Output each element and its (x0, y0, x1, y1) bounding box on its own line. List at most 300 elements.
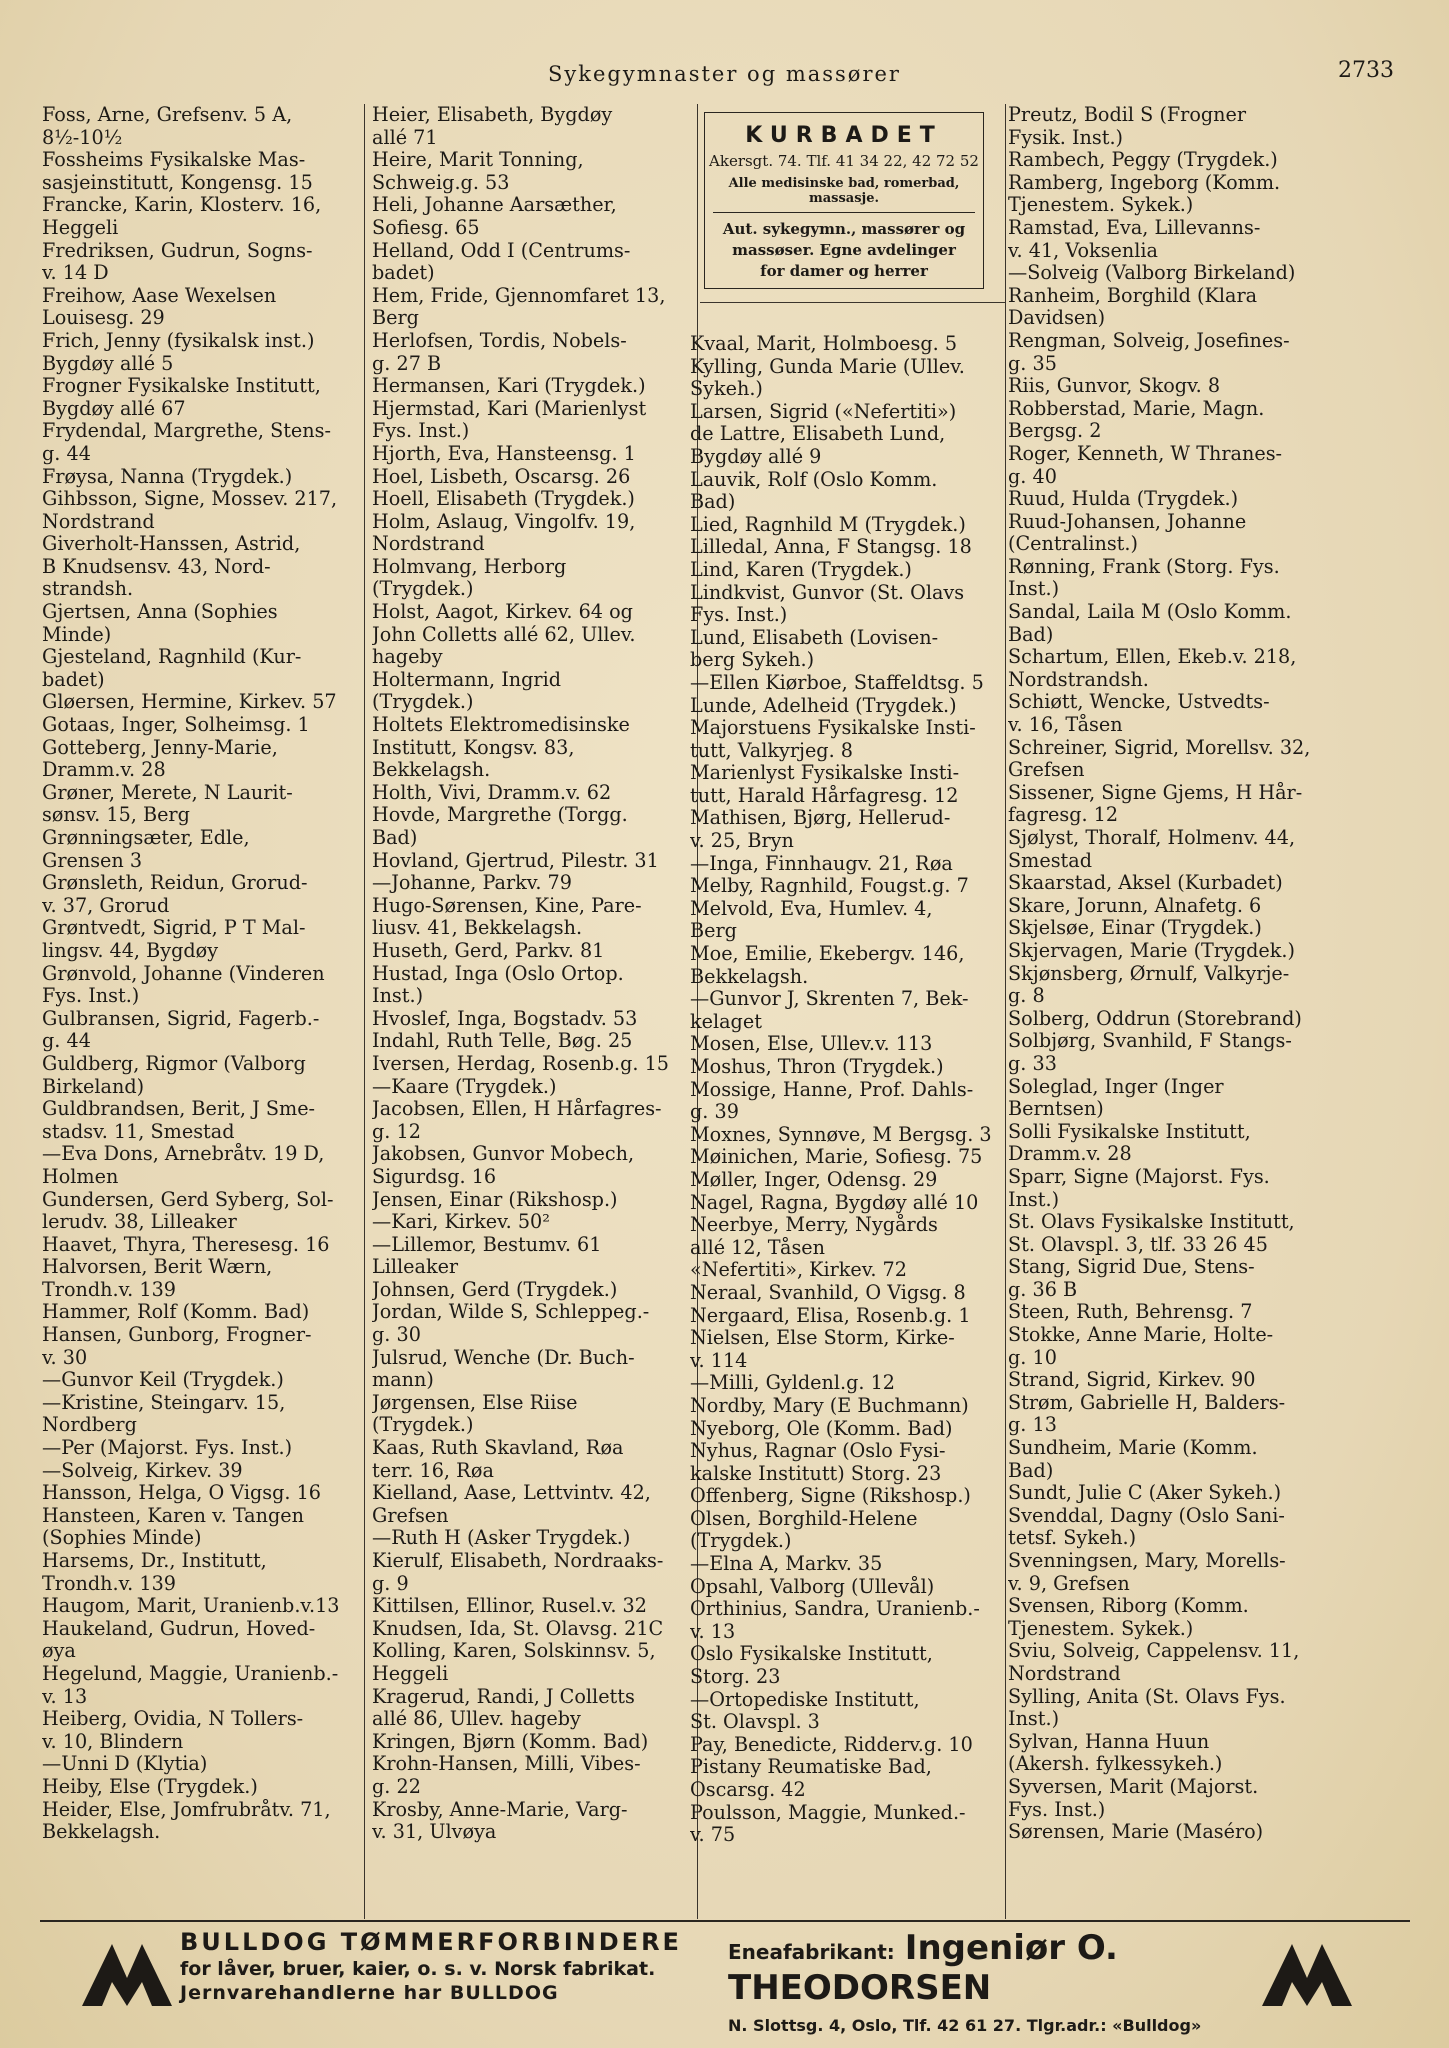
directory-line: badet) (372, 262, 435, 285)
directory-line: —Gunvor Keil (Trygdek.) (42, 1369, 284, 1392)
banner-manufacturer-name: Ingeniør O. THEODORSEN (728, 1928, 1118, 2008)
directory-line: Grefsen (1008, 759, 1085, 782)
directory-line: Herlofsen, Tordis, Nobels- (372, 329, 627, 352)
directory-line: Ruud-Johansen, Johanne (1008, 510, 1247, 533)
directory-line: berg Sykeh.) (690, 649, 815, 672)
directory-line: Oslo Fysikalske Institutt, (690, 1643, 933, 1666)
directory-line: v. 13 (690, 1620, 736, 1643)
directory-line: Rambech, Peggy (Trygdek.) (1008, 149, 1278, 172)
directory-line: Fys. Inst.) (690, 604, 788, 627)
directory-line: —Ruth H (Asker Trygdek.) (372, 1527, 631, 1550)
directory-line: Storg. 23 (690, 1666, 781, 1689)
directory-line: g. 35 (1008, 352, 1057, 375)
page-title: Sykegymnaster og massører (548, 62, 901, 86)
directory-line: Skjønsberg, Ørnulf, Valkyrje- (1008, 962, 1290, 985)
directory-line: —Elna A, Markv. 35 (690, 1553, 883, 1576)
directory-line: Heider, Else, Jomfrubråtv. 71, (42, 1798, 331, 1821)
directory-line: mann) (372, 1369, 434, 1392)
directory-line: Robberstad, Marie, Magn. (1008, 397, 1265, 420)
listing-column-4 (1008, 104, 1324, 1844)
directory-line: Minde) (42, 623, 112, 646)
directory-line: —Solveig, Kirkev. 39 (42, 1459, 243, 1482)
directory-line: sønsv. 15, Berg (42, 804, 190, 827)
directory-line: Poulsson, Maggie, Munked.- (690, 1801, 966, 1824)
directory-line: Solbjørg, Svanhild, F Stangs- (1008, 1030, 1292, 1053)
directory-line: v. 75 (690, 1824, 736, 1847)
directory-line: g. 44 (42, 1030, 91, 1053)
directory-line: Melby, Ragnhild, Fougst.g. 7 (690, 875, 969, 898)
directory-line: Inst.) (1008, 1708, 1060, 1731)
directory-line: Jørgensen, Else Riise (372, 1391, 578, 1414)
directory-line: Nordby, Mary (E Buchmann) (690, 1394, 969, 1417)
bulldog-logo-right-icon (1262, 1938, 1352, 2008)
directory-line: Larsen, Sigrid («Nefertiti») (690, 400, 957, 423)
directory-line: Holth, Vivi, Dramm.v. 62 (372, 781, 612, 804)
directory-line: Institutt, Kongsv. 83, (372, 736, 575, 759)
directory-line: Lilleaker (372, 1256, 459, 1279)
directory-line: Svenddal, Dagny (Oslo Sani- (1008, 1504, 1285, 1527)
directory-line: Birkeland) (42, 1075, 145, 1098)
directory-line: Hegelund, Maggie, Uranienb.- (42, 1662, 339, 1685)
directory-line: Hoel, Lisbeth, Oscarsg. 26 (372, 465, 631, 488)
directory-line: Svensen, Riborg (Komm. (1008, 1595, 1249, 1618)
directory-line: terr. 16, Røa (372, 1459, 494, 1482)
directory-line: Rengman, Solveig, Josefines- (1008, 329, 1290, 352)
directory-line: —Unni D (Klytia) (42, 1753, 208, 1776)
directory-line: —Milli, Gyldenl.g. 12 (690, 1372, 896, 1395)
directory-line: Haavet, Thyra, Theresesg. 16 (42, 1233, 330, 1256)
directory-line: Lind, Karen (Trygdek.) (690, 558, 912, 581)
ad-divider (713, 212, 975, 213)
directory-line: Sjølyst, Thoralf, Holmenv. 44, (1008, 827, 1296, 849)
directory-line: Solberg, Oddrun (Storebrand) (1008, 1007, 1302, 1030)
directory-line: allé 71 (372, 126, 438, 149)
directory-line: de Lattre, Elisabeth Lund, (690, 423, 946, 446)
directory-line: Hovland, Gjertrud, Pilestr. 31 (372, 849, 659, 872)
banner-address: N. Slottsg. 4, Oslo, Tlf. 42 61 27. Tlgr.adr.: «Bulldog» (728, 2016, 1202, 2035)
directory-line: John Colletts allé 62, Ullev. (372, 623, 636, 646)
directory-line: Holm, Aslaug, Vingolfv. 19, (372, 510, 636, 533)
directory-line: Mosen, Else, Ullev.v. 113 (690, 1033, 933, 1056)
column-divider (364, 104, 365, 1919)
directory-line: sasjeinstitutt, Kongensg. 15 (42, 171, 313, 194)
directory-line: Moshus, Thron (Trygdek.) (690, 1056, 944, 1078)
directory-line: Kringen, Bjørn (Komm. Bad) (372, 1730, 649, 1753)
banner-manufacturer-label: Eneafabrikant: (728, 1940, 895, 1964)
directory-line: v. 37, Grorud (42, 894, 170, 917)
directory-line: tetsf. Sykeh.) (1008, 1527, 1137, 1550)
directory-line: Bygdøy allé 9 (690, 445, 822, 468)
directory-line: allé 86, Ullev. hageby (372, 1708, 581, 1731)
directory-line: Jordan, Wilde S, Schleppeg.- (372, 1301, 650, 1324)
directory-line: —Johanne, Parkv. 79 (372, 872, 572, 895)
directory-line: Inst.) (1008, 1188, 1060, 1211)
directory-line: Moe, Emilie, Ekebergv. 146, (690, 943, 965, 966)
directory-line: Gundersen, Gerd Syberg, Sol- (42, 1188, 334, 1211)
directory-line: Marienlyst Fysikalske Insti- (690, 762, 960, 785)
directory-line: v. 25, Bryn (690, 830, 794, 853)
directory-line: Moxnes, Synnøve, M Bergsg. 3 (690, 1123, 992, 1146)
directory-line: Frydendal, Margrethe, Stens- (42, 420, 331, 443)
directory-line: Julsrud, Wenche (Dr. Buch- (372, 1346, 635, 1369)
directory-line: v. 41, Voksenlia (1008, 239, 1158, 262)
directory-line: g. 39 (690, 1101, 739, 1124)
directory-line: Lied, Ragnhild M (Trygdek.) (690, 513, 966, 536)
directory-line: —Solveig (Valborg Birkeland) (1008, 262, 1296, 285)
directory-line: Tjenestem. Sykek.) (1008, 194, 1194, 217)
directory-line: Krosby, Anne-Marie, Varg- (372, 1798, 628, 1821)
directory-line: Gotteberg, Jenny-Marie, (42, 736, 278, 759)
directory-line: hageby (372, 646, 443, 669)
directory-line: (Sophies Minde) (42, 1527, 202, 1550)
directory-line: Møinichen, Marie, Sofiesg. 75 (690, 1146, 983, 1169)
directory-line: Gotaas, Inger, Solheimsg. 1 (42, 714, 310, 737)
directory-line: Holst, Aagot, Kirkev. 64 og (372, 601, 633, 624)
directory-line: liusv. 41, Bekkelagsh. (372, 917, 583, 940)
directory-line: Frogner Fysikalske Institutt, (42, 375, 321, 398)
directory-line: g. 40 (1008, 465, 1057, 488)
directory-line: Hansson, Helga, O Vigsg. 16 (42, 1482, 321, 1505)
directory-line: Bad) (372, 827, 418, 849)
directory-line: —Inga, Finnhaugv. 21, Røa (690, 852, 953, 875)
directory-line: Bygdøy allé 67 (42, 397, 186, 420)
directory-line: Ramstad, Eva, Lillevanns- (1008, 216, 1261, 239)
directory-line: Bekkelagsh. (42, 1821, 161, 1844)
directory-line: Lilledal, Anna, F Stangsg. 18 (690, 536, 972, 559)
directory-line: g. 36 B (1008, 1278, 1078, 1301)
directory-line: Louisesg. 29 (42, 307, 165, 330)
page-number: 2733 (1338, 58, 1394, 83)
directory-line: Hovde, Margrethe (Torgg. (372, 804, 628, 827)
directory-line: Dramm.v. 28 (1008, 1143, 1132, 1166)
directory-line: lerudv. 38, Lilleaker (42, 1211, 237, 1234)
directory-line: Riis, Gunvor, Skogv. 8 (1008, 375, 1221, 398)
directory-line: Schreiner, Sigrid, Morellsv. 32, (1008, 736, 1311, 759)
directory-line: Preutz, Bodil S (Frogner (1008, 104, 1247, 126)
directory-line: kalske Institutt) Storg. 23 (690, 1462, 942, 1485)
directory-line: g. 30 (372, 1324, 421, 1347)
directory-line: Stokke, Anne Marie, Holte- (1008, 1324, 1274, 1347)
directory-line: Pay, Benedicte, Ridderv.g. 10 (690, 1733, 973, 1756)
directory-line: Fys. Inst.) (42, 985, 140, 1008)
directory-line: v. 31, Ulvøya (372, 1821, 497, 1844)
directory-line: Roger, Kenneth, W Thranes- (1008, 442, 1283, 465)
ad-bottom-rule (700, 302, 1006, 303)
directory-line: Strand, Sigrid, Kirkev. 90 (1008, 1369, 1256, 1392)
directory-line: (Akersh. fylkessykeh.) (1008, 1753, 1223, 1776)
directory-line: Kragerud, Randi, J Colletts (372, 1685, 635, 1708)
directory-line: St. Olavs Fysikalske Institutt, (1008, 1211, 1295, 1234)
directory-line: —Gunvor J, Skrenten 7, Bek- (690, 988, 969, 1011)
directory-line: Sissener, Signe Gjems, H Hår- (1008, 781, 1303, 804)
bulldog-advertisement (180, 1922, 720, 2004)
directory-line: Haugom, Marit, Uranienb.v.13 (42, 1595, 340, 1618)
directory-line: —Ortopediske Institutt, (690, 1688, 920, 1711)
directory-line: Bekkelagsh. (372, 759, 491, 782)
directory-line: Heiby, Else (Trygdek.) (42, 1775, 258, 1798)
directory-line: v. 30 (42, 1346, 88, 1369)
directory-line: g. 13 (1008, 1414, 1057, 1437)
directory-line: Fredriksen, Gudrun, Sogns- (42, 239, 313, 262)
directory-line: Davidsen) (1008, 307, 1106, 330)
directory-line: g. 12 (372, 1120, 421, 1143)
directory-line: Sofiesg. 65 (372, 216, 480, 239)
directory-line: Solli Fysikalske Institutt, (1008, 1120, 1251, 1143)
directory-line: Gulbransen, Sigrid, Fagerb.- (42, 1007, 320, 1030)
directory-line: Heire, Marit Tonning, (372, 149, 584, 172)
directory-line: Fys. Inst.) (372, 420, 470, 443)
banner-headline: BULLDOG TØMMERFORBINDERE (180, 1928, 682, 1956)
directory-line: Skaarstad, Aksel (Kurbadet) (1008, 872, 1283, 895)
directory-line: Hustad, Inga (Oslo Ortop. (372, 962, 624, 985)
directory-line: Foss, Arne, Grefsenv. 5 A, (42, 104, 293, 126)
directory-line: Hugo-Sørensen, Kine, Pare- (372, 894, 642, 917)
directory-line: Orthinius, Sandra, Uranienb.- (690, 1598, 980, 1621)
directory-line: Haukeland, Gudrun, Hoved- (42, 1617, 316, 1640)
directory-line: —Per (Majorst. Fys. Inst.) (42, 1437, 293, 1460)
directory-line: Majorstuens Fysikalske Insti- (690, 717, 976, 740)
directory-line: Harsems, Dr., Institutt, (42, 1550, 267, 1572)
ad-address: Akersgt. 74. Tlf. 41 34 22, 42 72 52 (709, 152, 979, 170)
directory-line: Syversen, Marit (Majorst. (1008, 1775, 1259, 1798)
directory-line: g. 22 (372, 1775, 421, 1798)
directory-line: Stang, Sigrid Due, Stens- (1008, 1256, 1255, 1279)
directory-line: øya (42, 1640, 76, 1663)
directory-line: 8½-10½ (42, 126, 123, 149)
directory-line: Gløersen, Hermine, Kirkev. 57 (42, 691, 337, 714)
directory-line: Grøntvedt, Sigrid, P T Mal- (42, 917, 306, 940)
directory-line: Hjermstad, Kari (Marienlyst (372, 397, 647, 420)
directory-line: Johnsen, Gerd (Trygdek.) (372, 1278, 618, 1301)
directory-line: Bygdøy allé 5 (42, 352, 174, 375)
directory-line: Helland, Odd I (Centrums- (372, 239, 631, 262)
directory-line: Nordberg (42, 1414, 137, 1437)
directory-line: Berg (690, 920, 737, 943)
directory-line: Svenningsen, Mary, Morells- (1008, 1550, 1286, 1572)
directory-line: Melvold, Eva, Humlev. 4, (690, 897, 933, 920)
directory-line: Tjenestem. Sykek.) (1008, 1617, 1194, 1640)
directory-line: Neerbye, Merry, Nygårds (690, 1214, 938, 1237)
directory-line: Skjelsøe, Einar (Trygdek.) (1008, 917, 1262, 940)
listing-column-1 (42, 104, 360, 1844)
directory-line: g. 27 B (372, 352, 442, 375)
directory-line: Grønsleth, Reidun, Grorud- (42, 872, 308, 895)
directory-line: Schartum, Ellen, Ekeb.v. 218, (1008, 646, 1297, 669)
directory-line: Knudsen, Ida, St. Olavsg. 21C (372, 1617, 664, 1640)
directory-line: Hvoslef, Inga, Bogstadv. 53 (372, 1007, 638, 1030)
directory-line: Heier, Elisabeth, Bygdøy (372, 104, 613, 126)
directory-line: (Trygdek.) (690, 1530, 792, 1553)
directory-line: Fysik. Inst.) (1008, 126, 1124, 149)
directory-line: Schweig.g. 53 (372, 171, 510, 194)
directory-line: Opsahl, Valborg (Ullevål) (690, 1575, 935, 1598)
directory-line: Holmen (42, 1165, 119, 1188)
directory-line: Mathisen, Bjørg, Hellerud- (690, 807, 951, 830)
directory-line: Kittilsen, Ellinor, Rusel.v. 32 (372, 1595, 647, 1618)
directory-line: Nyeborg, Ole (Komm. Bad) (690, 1417, 953, 1440)
directory-line: Nordstrand (42, 510, 155, 533)
directory-line: Nyhus, Ragnar (Oslo Fysi- (690, 1440, 946, 1463)
directory-line: Heggeli (372, 1662, 449, 1685)
directory-line: v. 13 (42, 1685, 88, 1708)
directory-line: Schiøtt, Wencke, Ustvedts- (1008, 691, 1270, 714)
directory-line: g. 33 (1008, 1052, 1057, 1075)
directory-line: Sandal, Laila M (Oslo Komm. (1008, 601, 1292, 624)
directory-line: Nordstrandsh. (1008, 668, 1149, 691)
directory-line: Lauvik, Rolf (Oslo Komm. (690, 468, 938, 491)
directory-line: Kylling, Gunda Marie (Ullev. (690, 355, 965, 378)
directory-line: Ramberg, Ingeborg (Komm. (1008, 171, 1281, 194)
directory-line: Olsen, Borghild-Helene (690, 1507, 918, 1530)
directory-line: tutt, Harald Hårfagresg. 12 (690, 784, 959, 807)
directory-line: —Eva Dons, Arnebråtv. 19 D, (42, 1143, 325, 1166)
directory-line: Skare, Jorunn, Alnafetg. 6 (1008, 894, 1262, 917)
directory-line: «Nefertiti», Kirkev. 72 (690, 1259, 907, 1282)
directory-line: g. 9 (372, 1572, 409, 1595)
directory-line: Frøysa, Nanna (Trygdek.) (42, 465, 293, 488)
directory-line: Lunde, Adelheid (Trygdek.) (690, 694, 957, 717)
directory-line: Ranheim, Borghild (Klara (1008, 284, 1258, 307)
directory-line: Hem, Fride, Gjennomfaret 13, (372, 284, 666, 307)
directory-line: Nordstrand (372, 533, 485, 556)
directory-line: Nergaard, Elisa, Rosenb.g. 1 (690, 1304, 971, 1327)
banner-subline: for låver, bruer, kaier, o. s. v. Norsk fabrikat. (180, 1958, 656, 1980)
directory-line: Kierulf, Elisabeth, Nordraaks- (372, 1550, 664, 1572)
directory-line: (Trygdek.) (372, 578, 474, 601)
directory-line: Gjesteland, Ragnhild (Kur- (42, 646, 302, 669)
directory-line: Jakobsen, Gunvor Mobech, (372, 1143, 635, 1166)
directory-line: Berntsen) (1008, 1098, 1104, 1121)
directory-line: g. 10 (1008, 1346, 1057, 1369)
directory-line: Sørensen, Marie (Maséro) (1008, 1821, 1264, 1844)
directory-line: Trondh.v. 139 (42, 1278, 177, 1301)
directory-line: Neraal, Svanhild, O Vigsg. 8 (690, 1281, 966, 1304)
directory-line: Kvaal, Marit, Holmboesg. 5 (690, 333, 958, 355)
directory-line: Hjorth, Eva, Hansteensg. 1 (372, 442, 636, 465)
directory-line: Sundt, Julie C (Aker Sykeh.) (1008, 1482, 1282, 1505)
directory-line: Grefsen (372, 1504, 449, 1527)
directory-line: Fossheims Fysikalske Mas- (42, 149, 306, 172)
directory-line: Hammer, Rolf (Komm. Bad) (42, 1301, 310, 1324)
directory-line: Holtets Elektromedisinske (372, 714, 630, 737)
directory-line: Ruud, Hulda (Trygdek.) (1008, 488, 1239, 511)
directory-line: Sundheim, Marie (Komm. (1008, 1437, 1258, 1460)
directory-line: —Kaare (Trygdek.) (372, 1075, 557, 1098)
directory-line: Bad) (1008, 1459, 1054, 1482)
directory-line: Iversen, Herdag, Rosenb.g. 15 (372, 1052, 670, 1075)
directory-line: stadsv. 11, Smestad (42, 1120, 235, 1143)
directory-line: Holtermann, Ingrid (372, 668, 562, 691)
directory-line: fagresg. 12 (1008, 804, 1119, 827)
directory-line: —Kari, Kirkev. 50² (372, 1211, 550, 1234)
directory-line: kelaget (690, 1010, 762, 1033)
directory-line: v. 10, Blindern (42, 1730, 184, 1753)
directory-line: (Trygdek.) (372, 1414, 474, 1437)
directory-line: badet) (42, 668, 105, 691)
directory-line: Soleglad, Inger (Inger (1008, 1075, 1224, 1098)
directory-line: Kaas, Ruth Skavland, Røa (372, 1437, 624, 1460)
ad-services: Alle medisinske bad, romerbad, massasje. (728, 176, 960, 206)
listing-column-3 (690, 333, 1004, 1847)
directory-line: (Centralinst.) (1008, 533, 1138, 556)
ad-description: Aut. sykegymn., massører og massøser. Egne avdelinger for damer og herrer (722, 220, 966, 280)
directory-line: Grøner, Merete, N Laurit- (42, 781, 293, 804)
directory-line: Hansen, Gunborg, Frogner- (42, 1324, 312, 1347)
directory-line: Offenberg, Signe (Rikshosp.) (690, 1485, 971, 1508)
directory-line: Krohn-Hansen, Milli, Vibes- (372, 1753, 641, 1776)
directory-line: Freihow, Aase Wexelsen (42, 284, 277, 307)
directory-line: —Kristine, Steingarv. 15, (42, 1391, 286, 1414)
directory-line: Jacobsen, Ellen, H Hårfagres- (372, 1098, 662, 1121)
directory-line: Mossige, Hanne, Prof. Dahls- (690, 1078, 974, 1101)
ad-title: KURBADET (745, 123, 943, 148)
directory-line: Grønningsæter, Edle, (42, 827, 250, 849)
directory-line: Sylling, Anita (St. Olavs Fys. (1008, 1685, 1286, 1708)
banner-tagline: Jernvarehandlerne har BULLDOG (180, 1982, 559, 2004)
directory-line: —Ellen Kiørboe, Staffeldtsg. 5 (690, 671, 984, 694)
directory-line: —Lillemor, Bestumv. 61 (372, 1233, 602, 1256)
directory-line: Dramm.v. 28 (42, 759, 166, 782)
directory-line: strandsh. (42, 578, 134, 601)
directory-line: v. 16, Tåsen (1008, 714, 1123, 737)
directory-line: Sviu, Solveig, Cappelensv. 11, (1008, 1640, 1300, 1663)
directory-line: Strøm, Gabrielle H, Balders- (1008, 1391, 1286, 1414)
directory-line: g. 44 (42, 442, 91, 465)
directory-line: Fys. Inst.) (1008, 1798, 1106, 1821)
directory-line: Heli, Johanne Aarsæther, (372, 194, 617, 217)
directory-line: Bad) (690, 491, 736, 514)
directory-line: Bergsg. 2 (1008, 420, 1102, 443)
directory-line: St. Olavspl. 3, tlf. 33 26 45 (1008, 1233, 1268, 1256)
directory-line: Møller, Inger, Odensg. 29 (690, 1168, 938, 1191)
directory-line: Sigurdsg. 16 (372, 1165, 497, 1188)
directory-line: Gihbsson, Signe, Mossev. 217, (42, 488, 338, 511)
directory-line: Trondh.v. 139 (42, 1572, 177, 1595)
directory-line: Frich, Jenny (fysikalsk inst.) (42, 329, 315, 352)
directory-line: Sykeh.) (690, 378, 763, 401)
directory-line: Gjertsen, Anna (Sophies (42, 601, 278, 624)
directory-line: Giverholt-Hanssen, Astrid, (42, 533, 301, 556)
directory-line: g. 8 (1008, 985, 1045, 1008)
directory-line: Rønning, Frank (Storg. Fys. (1008, 555, 1280, 578)
directory-line: Hansteen, Karen v. Tangen (42, 1504, 304, 1527)
directory-line: Oscarsg. 42 (690, 1779, 806, 1801)
directory-line: Smestad (1008, 849, 1092, 872)
directory-line: St. Olavspl. 3 (690, 1711, 820, 1734)
column-divider (1005, 104, 1006, 1919)
directory-line: v. 114 (690, 1349, 748, 1372)
directory-line: Lund, Elisabeth (Lovisen- (690, 626, 939, 649)
directory-line: Nielsen, Else Storm, Kirke- (690, 1327, 955, 1350)
directory-line: Berg (372, 307, 419, 330)
directory-line: Kielland, Aase, Lettvintv. 42, (372, 1482, 651, 1505)
directory-line: B Knudsensv. 43, Nord- (42, 555, 271, 578)
directory-line: Sylvan, Hanna Huun (1008, 1730, 1210, 1753)
directory-line: Nagel, Ragna, Bygdøy allé 10 (690, 1191, 979, 1214)
directory-line: Pistany Reumatiske Bad, (690, 1756, 932, 1779)
directory-line: Steen, Ruth, Behrensg. 7 (1008, 1301, 1253, 1324)
directory-line: v. 9, Grefsen (1008, 1572, 1130, 1595)
directory-line: Sparr, Signe (Majorst. Fys. (1008, 1165, 1270, 1188)
theodorsen-advertisement (728, 1928, 1248, 2035)
directory-line: Guldberg, Rigmor (Valborg (42, 1052, 306, 1075)
directory-line: Hoell, Elisabeth (Trygdek.) (372, 488, 635, 511)
listing-column-2 (372, 104, 692, 1844)
directory-line: Bekkelagsh. (690, 965, 809, 988)
directory-line: Inst.) (1008, 578, 1060, 601)
directory-line: Kolling, Karen, Solskinnsv. 5, (372, 1640, 656, 1663)
directory-line: Heiberg, Ovidia, N Tollers- (42, 1708, 304, 1731)
